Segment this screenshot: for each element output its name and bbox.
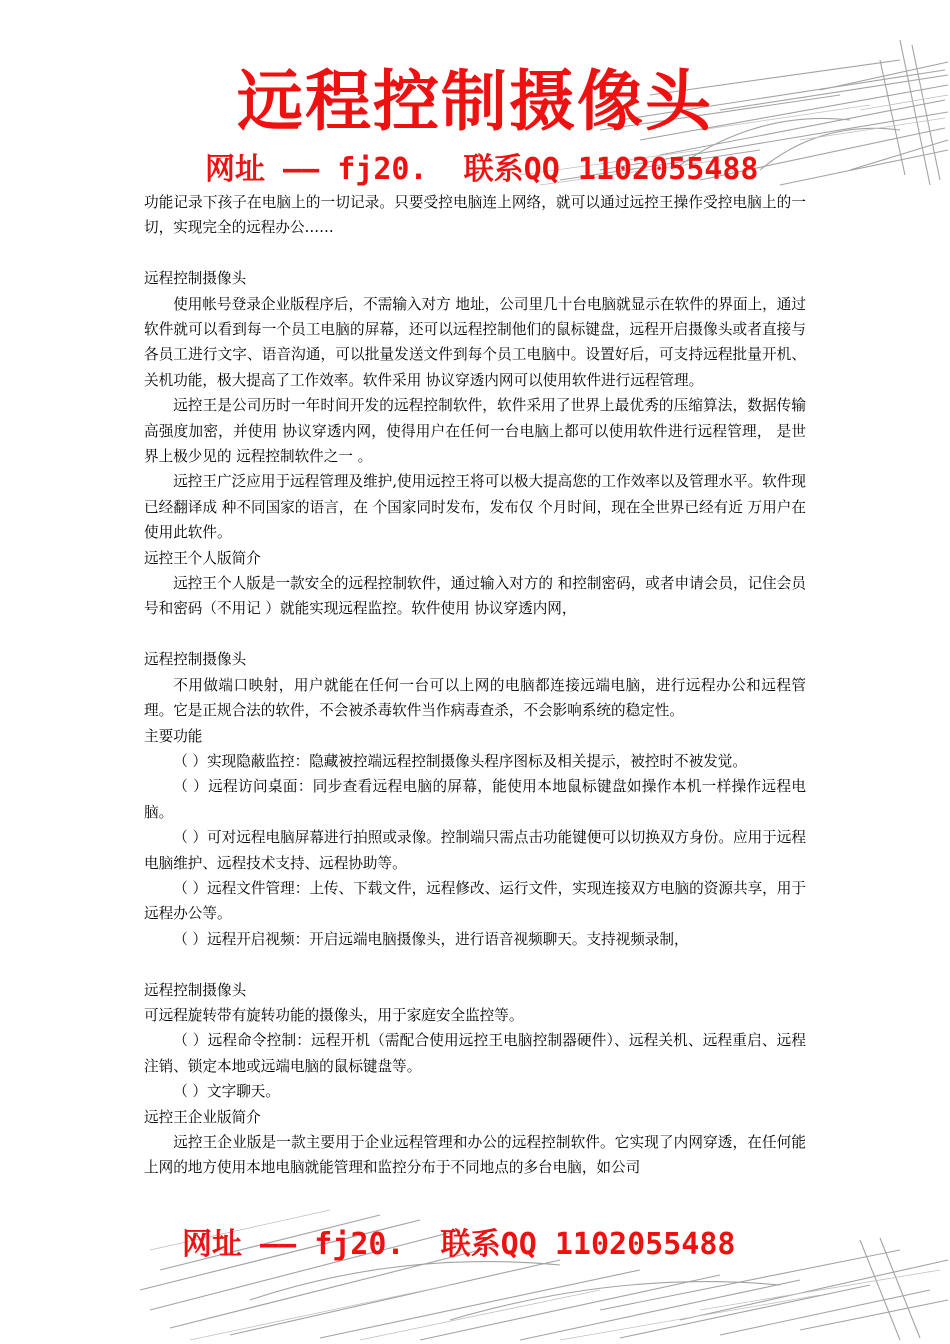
paragraph: （ ）可对远程电脑屏幕进行拍照或录像。控制端只需点击功能键便可以切换双方身份。应用于远程电脑维护、远程技术支持、远程协助等。 xyxy=(144,829,806,872)
paragraph: 远控王个人版是一款安全的远程控制软件，通过输入对方的 和控制密码，或者申请会员，记住会员号和密码（不用记 ）就能实现远程监控。软件使用 协议穿透内网， xyxy=(144,575,806,618)
paragraph: 功能记录下孩子在电脑上的一切记录。只要受控电脑连上网络，就可以通过远控王操作受控电脑上的一切，实现完全的远程办公…… xyxy=(144,194,806,237)
paragraph: 远控王个人版简介 xyxy=(144,549,261,567)
paragraph: （ ）远程文件管理：上传、下载文件，远程修改、运行文件，实现连接双方电脑的资源共享，用于远程办公等。 xyxy=(144,879,806,923)
paragraph: （ ）文字聊天。 xyxy=(173,1083,280,1101)
banner-title: 远程控制摄像头 xyxy=(237,63,713,140)
paragraph: 远控王是公司历时一年时间开发的远程控制软件，软件采用了世界上最优秀的压缩算法，数据传输高强度加密，并使用 协议穿透内网，使得用户在任何一台电脑上都可以使用软件进行远程管理， 是世界上极少见的 远程控制软件之一 。 xyxy=(144,397,806,466)
paragraph: 远控王企业版简介 xyxy=(144,1108,261,1126)
paragraph: （ ）远程开启视频：开启远端电脑摄像头，进行语音视频聊天。支持视频录制， xyxy=(173,930,689,948)
blank-line xyxy=(144,241,806,266)
paragraph: 远控王广泛应用于远程管理及维护,使用远控王将可以极大提高您的工作效率以及管理水平。软件现已经翻译成 种不同国家的语言，在 个国家同时发布，发布仅 个月时间，现在全世界已经有近 万用户在使用此软件。 xyxy=(144,473,806,542)
paragraph: 可远程旋转带有旋转功能的摄像头，用于家庭安全监控等。 xyxy=(144,1006,524,1024)
blank-line xyxy=(144,622,806,647)
banner-contact-top: 网址 —— fj20. 联系QQ 1102055488 xyxy=(205,152,759,187)
blank-line xyxy=(144,952,806,977)
paragraph: 远控王企业版是一款主要用于企业远程管理和办公的远程控制软件。它实现了内网穿透，在任何能上网的地方使用本地电脑就能管理和监控分布于不同地点的多台电脑，如公司 xyxy=(144,1133,806,1177)
banner-contact-bottom: 网址 —— fj20. 联系QQ 1102055488 xyxy=(182,1227,736,1262)
document-body xyxy=(144,190,806,1181)
paragraph: 远程控制摄像头 xyxy=(144,981,247,999)
paragraph: （ ）远程访问桌面：同步查看远程电脑的屏幕，能使用本地鼠标键盘如操作本机一样操作远程电脑。 xyxy=(144,778,806,821)
paragraph: （ ）实现隐蔽监控：隐藏被控端远程控制摄像头程序图标及相关提示，被控时不被发觉。 xyxy=(173,752,747,770)
paragraph: 使用帐号登录企业版程序后，不需输入对方 地址，公司里几十台电脑就显示在软件的界面上，通过软件就可以看到每一个员工电脑的屏幕，还可以远程控制他们的鼠标键盘，远程开启摄像头或者直接与各员工进行文字、语音沟通，可以批量发送文件到每个员工电脑中。设置好后，可支持远程批量开机、关机功能，极大提高了工作效率。软件采用 协议穿透内网可以使用软件进行远程管理。 xyxy=(144,295,806,389)
footer-scribble-decoration xyxy=(0,1190,950,1344)
paragraph: 不用做端口映射，用户就能在任何一台可以上网的电脑都连接远端电脑，进行远程办公和远程管理。它是正规合法的软件，不会被杀毒软件当作病毒查杀，不会影响系统的稳定性。 xyxy=(144,676,806,720)
paragraph: 远程控制摄像头 xyxy=(144,270,247,288)
paragraph: （ ）远程命令控制：远程开机（需配合使用远控王电脑控制器硬件）、远程关机、远程重启、远程注销、锁定本地或远端电脑的鼠标键盘等。 xyxy=(144,1032,806,1075)
paragraph: 远程控制摄像头 xyxy=(144,651,247,669)
paragraph: 主要功能 xyxy=(144,727,203,745)
